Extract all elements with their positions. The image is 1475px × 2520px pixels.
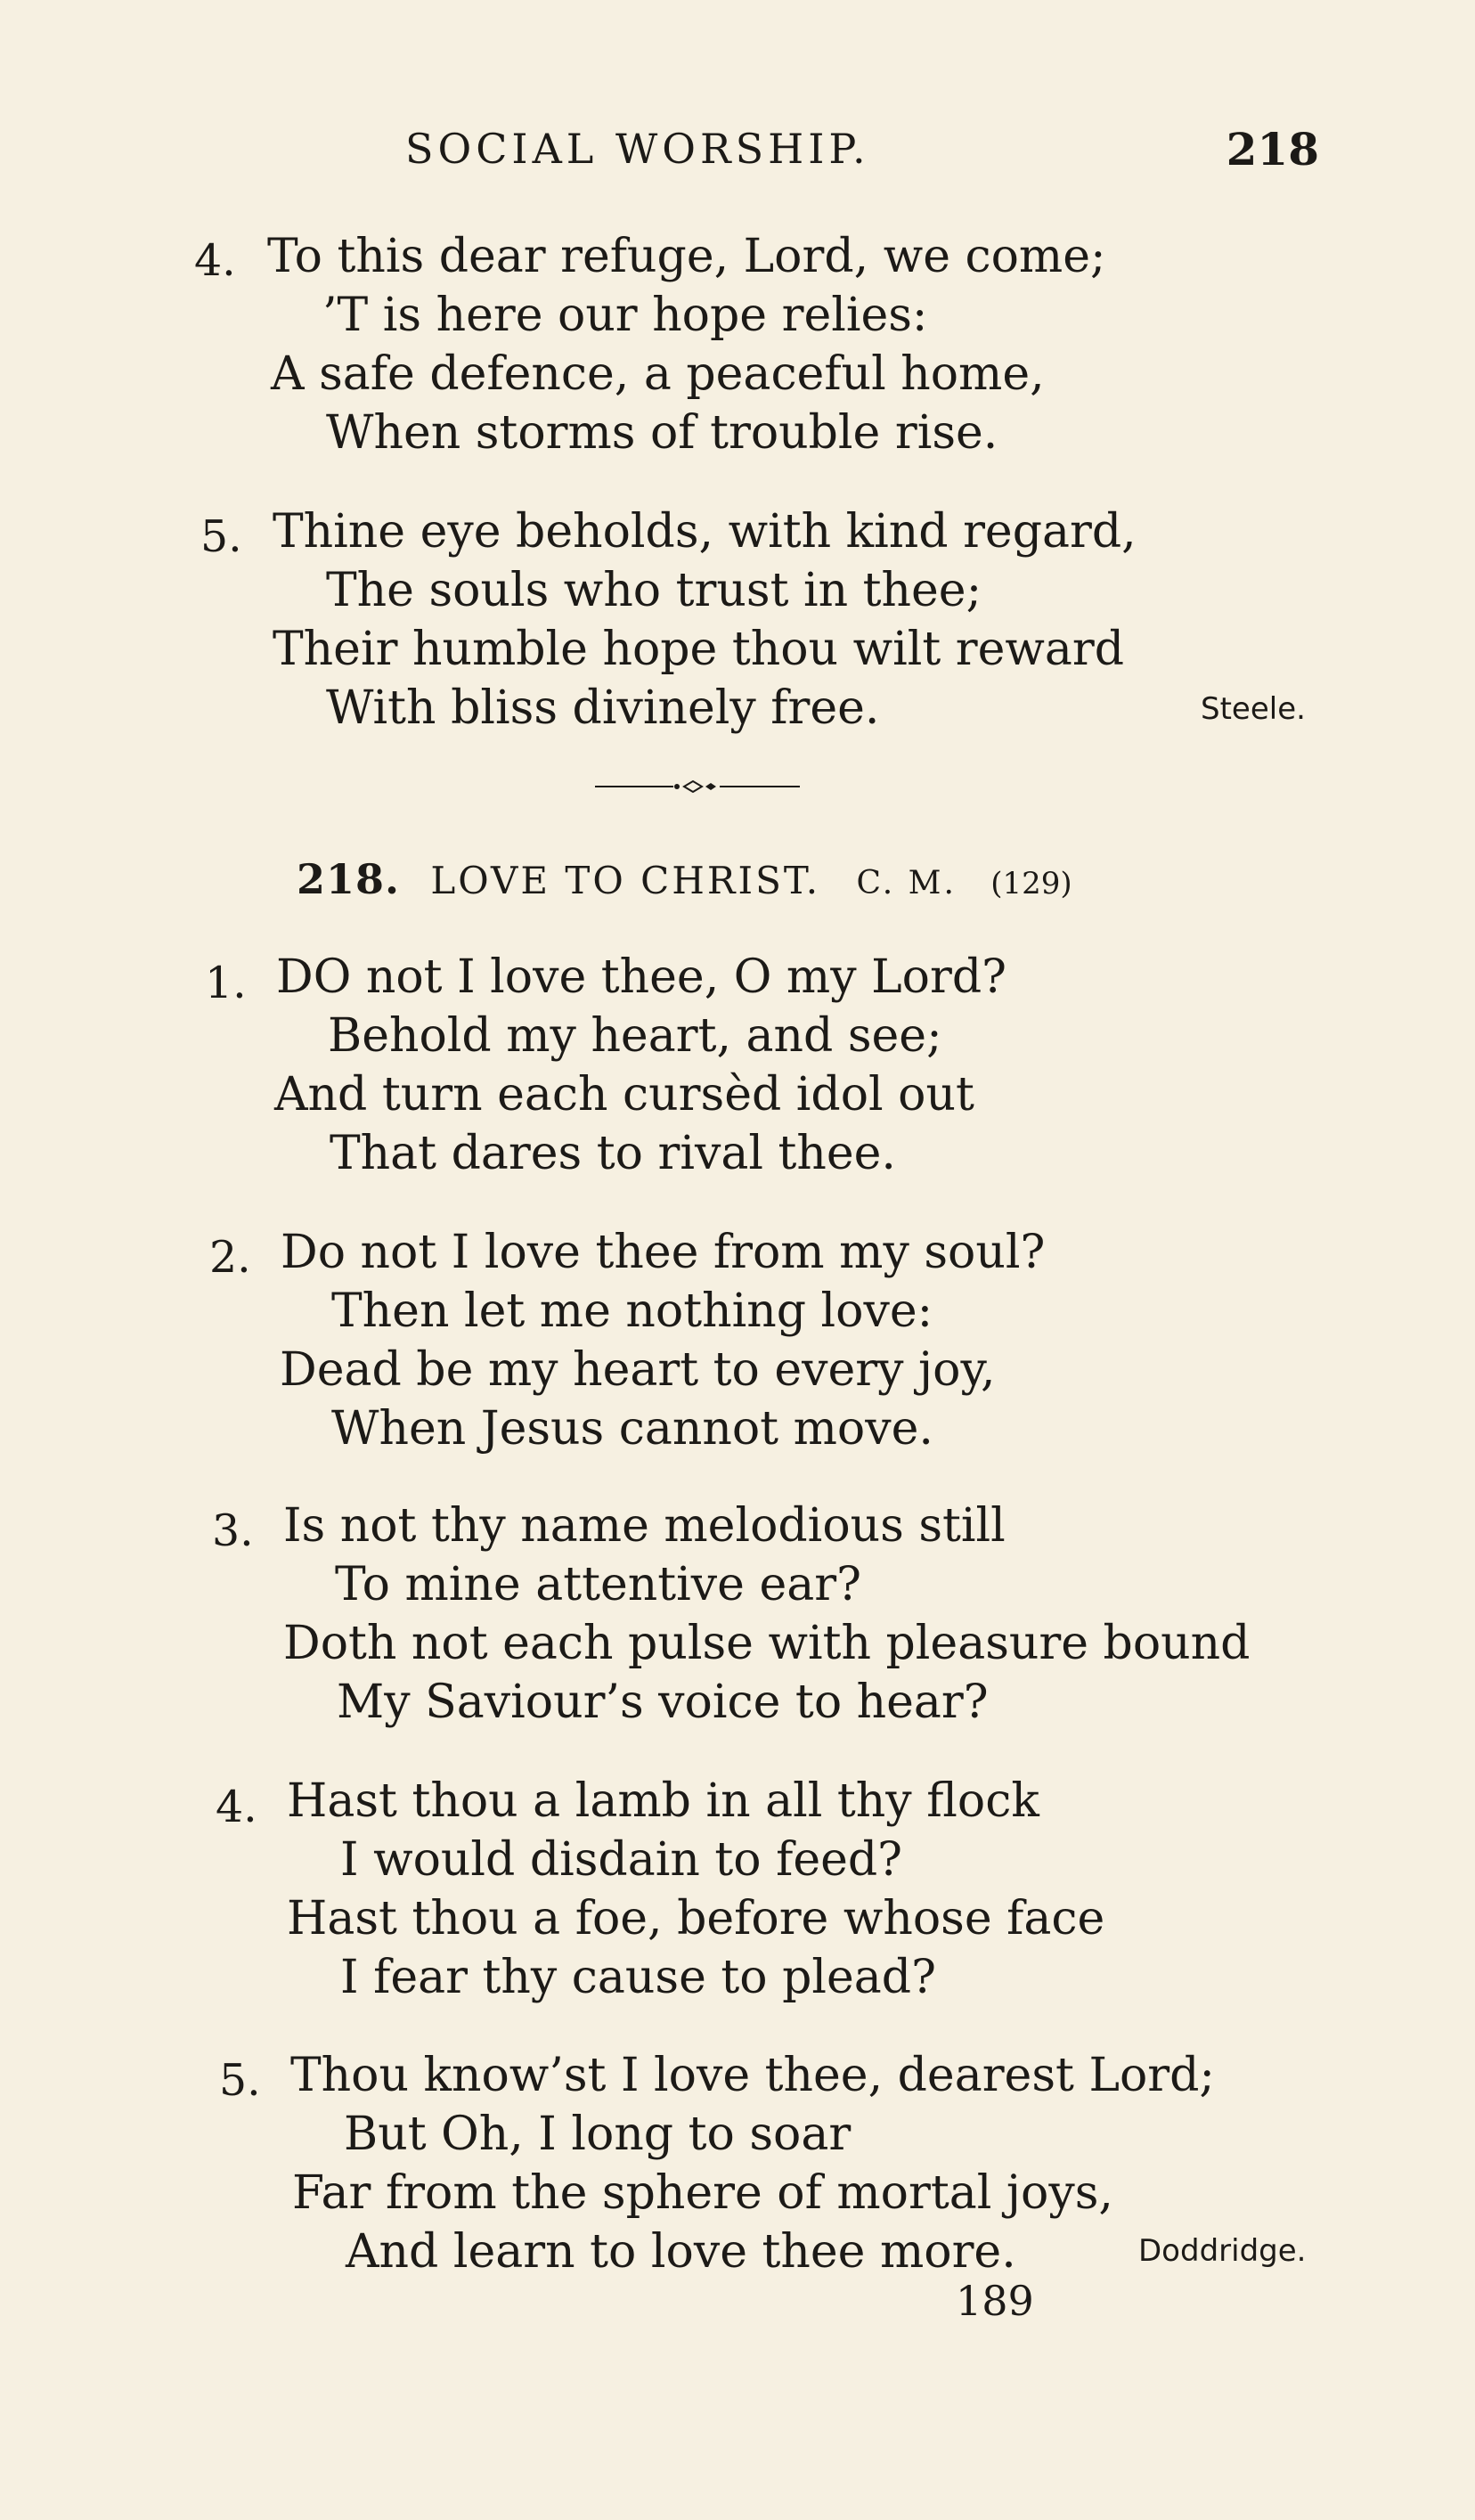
verse-line: That dares to rival thee. bbox=[330, 1127, 896, 1180]
author-attribution: Steele. bbox=[1201, 691, 1306, 727]
stanza-number: 5. bbox=[219, 2055, 261, 2106]
verse-line: And learn to love thee more. bbox=[346, 2225, 1016, 2279]
hymn-number: 218. bbox=[297, 855, 401, 903]
stanza-number: 2. bbox=[209, 1232, 251, 1283]
verse-line: Behold my heart, and see; bbox=[328, 1009, 942, 1063]
running-title: SOCIAL WORSHIP. bbox=[405, 125, 870, 173]
verse-line: Far from the sphere of mortal joys, bbox=[292, 2166, 1113, 2220]
hymn-meter: C. M. bbox=[856, 865, 957, 901]
verse-line: But Oh, I long to soar bbox=[344, 2108, 852, 2161]
verse-line: Dead be my heart to every joy, bbox=[280, 1343, 996, 1397]
author-attribution: Doddridge. bbox=[1138, 2233, 1307, 2269]
verse-line: When Jesus cannot move. bbox=[331, 1402, 933, 1456]
verse-line: To mine attentive ear? bbox=[335, 1558, 861, 1611]
stanza-number: 3. bbox=[212, 1505, 254, 1556]
stanza-number: 4. bbox=[194, 235, 236, 286]
verse-line: With bliss divinely free. bbox=[326, 681, 880, 735]
verse-line: ’T is here our hope relies: bbox=[322, 289, 928, 342]
page-number: 189 bbox=[956, 2277, 1034, 2325]
verse-line: When storms of trouble rise. bbox=[326, 406, 998, 460]
verse-line: Their humble hope thou wilt reward bbox=[273, 623, 1125, 676]
tune-reference: (129) bbox=[990, 866, 1072, 901]
verse-line: DO not I love thee, O my Lord? bbox=[276, 950, 1006, 1004]
verse-line: I fear thy cause to plead? bbox=[340, 1951, 936, 2004]
verse-line: Hast thou a lamb in all thy flock bbox=[287, 1774, 1039, 1828]
verse-line: Is not thy name melodious still bbox=[283, 1499, 1006, 1553]
hymn-heading bbox=[297, 855, 1072, 903]
verse-line: Doth not each pulse with pleasure bound bbox=[283, 1617, 1251, 1670]
header-hymn-number: 218 bbox=[1226, 123, 1319, 175]
verse-line: A safe defence, a peaceful home, bbox=[271, 347, 1045, 401]
stanza-number: 5. bbox=[200, 511, 242, 562]
verse-line: Thou know’st I love thee, dearest Lord; bbox=[290, 2049, 1215, 2102]
verse-line: The souls who trust in thee; bbox=[326, 564, 982, 617]
verse-line: Hast thou a foe, before whose face bbox=[287, 1892, 1105, 1945]
verse-line: And turn each cursèd idol out bbox=[274, 1068, 974, 1121]
verse-line: To this dear refuge, Lord, we come; bbox=[267, 230, 1106, 283]
stanza-number: 4. bbox=[216, 1782, 257, 1832]
verse-line: I would disdain to feed? bbox=[340, 1833, 903, 1887]
ornament-divider bbox=[595, 778, 800, 795]
verse-line: Do not I love thee from my soul? bbox=[281, 1226, 1046, 1279]
verse-line: Thine eye beholds, with kind regard, bbox=[273, 505, 1137, 559]
verse-line: Then let me nothing love: bbox=[331, 1284, 933, 1338]
hymn-title: LOVE TO CHRIST. bbox=[430, 859, 821, 902]
verse-line: My Saviour’s voice to hear? bbox=[337, 1676, 989, 1729]
stanza-number: 1. bbox=[205, 958, 247, 1008]
